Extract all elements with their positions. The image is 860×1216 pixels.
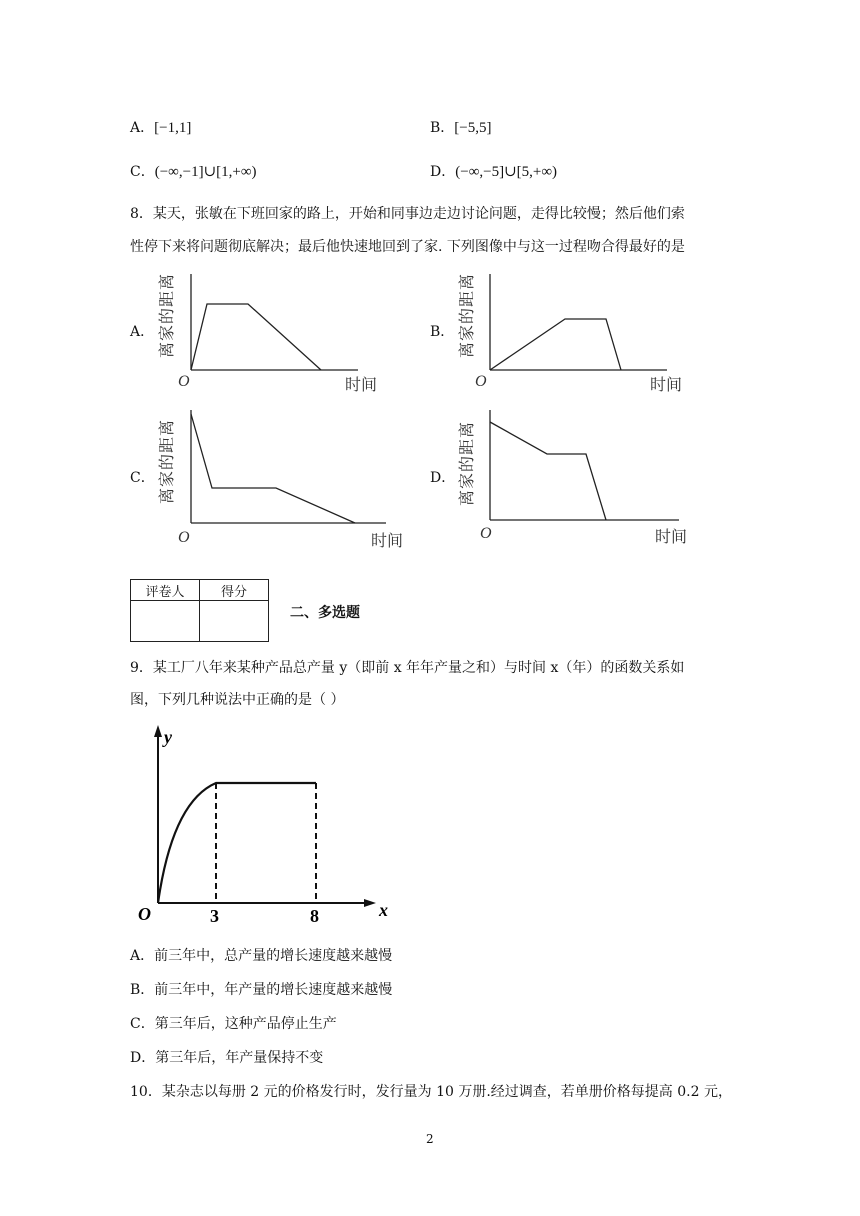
score-table — [130, 579, 269, 642]
page-number: 2 — [426, 1132, 434, 1146]
graph-c-curve — [191, 414, 355, 523]
q8-graph-c — [150, 404, 410, 554]
svg-text:距: 距 — [157, 436, 176, 453]
graph-d-curve — [490, 422, 606, 520]
svg-text:距: 距 — [457, 438, 476, 455]
graph-d-ylabel — [457, 422, 476, 506]
svg-text:距: 距 — [157, 290, 176, 307]
graph-c-ylabel — [157, 420, 176, 504]
q9-y-label: y — [164, 727, 172, 747]
svg-text:离: 离 — [157, 419, 176, 436]
graph-c-xlabel: 时间 — [371, 531, 404, 550]
q8-graph-a — [150, 268, 390, 398]
svg-text:家: 家 — [457, 324, 476, 341]
q8-stem-line2: 性停下来将问题彻底解决；最后他快速地回到了家. 下列图像中与这一过程吻合得最好的是 — [130, 239, 685, 255]
q9-stem-line1: 9．某工厂八年来某种产品总产量 y（即前 x 年年产量之和）与时间 x（年）的函数关系如 — [130, 660, 685, 676]
score-table-grader-header: 评卷人 — [131, 580, 200, 601]
graph-d-xlabel: 时间 — [655, 527, 688, 546]
q9-origin: O — [138, 904, 151, 924]
svg-text:家: 家 — [157, 470, 176, 487]
svg-text:家: 家 — [457, 472, 476, 489]
svg-text:离: 离 — [457, 341, 476, 358]
graph-a-curve — [191, 304, 321, 370]
score-table-grader-cell — [131, 601, 200, 642]
section-title: 二、多选题 — [290, 605, 360, 621]
q9-option-d: D．第三年后，年产量保持不变 — [130, 1050, 324, 1066]
graph-a-origin: O — [178, 373, 190, 390]
graph-b-origin: O — [475, 373, 487, 390]
q9-tick-8: 8 — [310, 906, 319, 926]
graph-c-origin: O — [178, 529, 190, 546]
svg-text:离: 离 — [457, 421, 476, 438]
q8-graph-b — [450, 268, 690, 398]
score-table-score-cell — [200, 601, 269, 642]
svg-text:的: 的 — [157, 307, 176, 324]
q8-stem-line1: 8．某天，张敏在下班回家的路上，开始和同事边走边讨论问题，走得比较慢；然后他们索 — [130, 206, 685, 222]
svg-text:离: 离 — [157, 273, 176, 290]
q8-option-c-label: C． — [130, 470, 155, 486]
score-table-score-header: 得分 — [200, 580, 269, 601]
q7-option-c: C．(−∞,−1]∪[1,+∞) — [130, 164, 257, 180]
svg-text:的: 的 — [457, 455, 476, 472]
graph-b-xlabel: 时间 — [650, 375, 683, 394]
q9-tick-3: 3 — [210, 906, 219, 926]
svg-text:离: 离 — [157, 487, 176, 504]
q8-graph-d — [450, 404, 710, 554]
q9-x-label: x — [379, 900, 388, 920]
q7-option-d-value: (−∞,−5]∪[5,+∞) — [455, 164, 558, 180]
graph-a-ylabel — [157, 274, 176, 358]
graph-b-curve — [490, 319, 621, 370]
q7-option-a: A．[−1,1] — [130, 120, 192, 136]
q9-option-b: B．前三年中，年产量的增长速度越来越慢 — [130, 982, 393, 998]
q9-curve — [158, 783, 316, 903]
svg-text:的: 的 — [157, 453, 176, 470]
q7-option-b: B．[−5,5] — [430, 120, 492, 136]
q7-option-d: D．(−∞,−5]∪[5,+∞) — [430, 164, 558, 180]
q7-option-c-value: (−∞,−1]∪[1,+∞) — [154, 164, 257, 180]
svg-text:离: 离 — [157, 341, 176, 358]
graph-d-origin: O — [480, 525, 492, 542]
q9-option-a: A．前三年中，总产量的增长速度越来越慢 — [130, 948, 393, 964]
svg-text:距: 距 — [457, 290, 476, 307]
q9-stem-line2: 图，下列几种说法中正确的是（ ） — [130, 692, 345, 708]
q8-option-a-label: A． — [130, 324, 155, 340]
q10-stem-line1: 10．某杂志以每册 2 元的价格发行时，发行量为 10 万册.经过调查，若单册价格每提高 0.2 元， — [130, 1084, 732, 1100]
svg-text:的: 的 — [457, 307, 476, 324]
q8-option-b-label: B． — [430, 324, 455, 340]
graph-a-xlabel: 时间 — [345, 375, 378, 394]
graph-b-ylabel — [457, 274, 476, 358]
q7-option-a-value: [−1,1] — [154, 120, 192, 136]
svg-text:离: 离 — [457, 489, 476, 506]
q8-option-d-label: D． — [430, 470, 456, 486]
q9-graph — [130, 723, 400, 928]
svg-text:家: 家 — [157, 324, 176, 341]
svg-text:离: 离 — [457, 273, 476, 290]
q9-option-c: C．第三年后，这种产品停止生产 — [130, 1016, 337, 1032]
q7-option-b-value: [−5,5] — [454, 120, 492, 136]
